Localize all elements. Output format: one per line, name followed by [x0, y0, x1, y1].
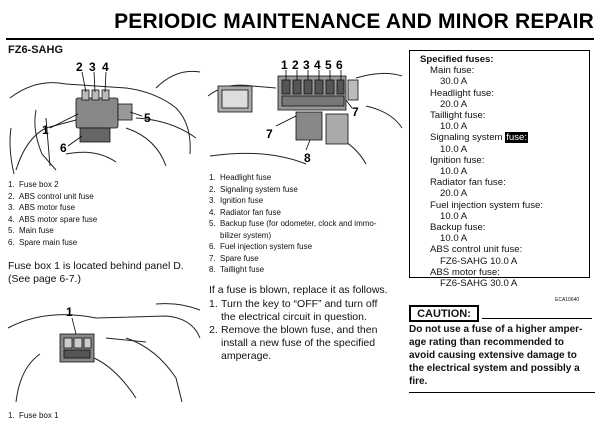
callout-1: 1 [42, 123, 49, 137]
legend-item: 1. Fuse box 2 [8, 180, 59, 189]
legend-item: 1. Fuse box 1 [8, 411, 59, 420]
caution-code: ECA10640 [555, 297, 580, 303]
fuse-value: 10.0 A [440, 166, 468, 178]
legend-item: 4. ABS motor spare fuse [8, 214, 98, 224]
callout-5: 5 [325, 58, 332, 72]
fuse-box-2-illustration [6, 58, 202, 176]
callout-7-spare: 7 [266, 127, 273, 141]
figure3-legend [209, 172, 377, 276]
fuse-value: FZ6-SAHG 30.0 A [440, 278, 518, 290]
fuse-name: Radiator fan fuse: [430, 177, 506, 189]
callout-3: 3 [303, 58, 310, 72]
legend-item: 6. Fuel injection system fuse [209, 242, 313, 251]
callout-1: 1 [281, 58, 288, 72]
callout-5: 5 [144, 111, 151, 125]
fuse-name: Main fuse: [430, 65, 475, 77]
fuse-box-1-detail-illustration [206, 56, 404, 168]
legend-item: bilizer system) [220, 230, 272, 240]
figure2-legend [8, 410, 59, 422]
legend-item: 2. ABS control unit fuse [8, 191, 94, 201]
caution-text: Do not use a fuse of a higher amper- age rating than recommended to avoid causing extensive damage to the electrical system and possibly a fire. [409, 324, 583, 387]
fuse-value: 10.0 A [440, 233, 468, 245]
legend-item: 5. Main fuse [8, 226, 54, 235]
fuse-value: 10.0 A [440, 121, 468, 133]
caution-bottom-rule [409, 392, 595, 393]
fuse-name: ABS control unit fuse: [430, 244, 523, 256]
fuse-name: Signaling system fuse: [430, 132, 527, 144]
title-rule [6, 38, 594, 40]
legend-item: 6. Spare main fuse [8, 237, 78, 247]
legend-item: 1. Headlight fuse [209, 173, 272, 182]
legend-item: 2. Signaling system fuse [209, 184, 298, 194]
legend-item: 3. Ignition fuse [209, 196, 264, 205]
fuse-name: Ignition fuse: [430, 154, 485, 166]
fuse-value: 20.0 A [440, 188, 468, 200]
fuse-value: 20.0 A [440, 98, 468, 110]
legend-item: 8. Taillight fuse [209, 265, 265, 274]
callout-1: 1 [66, 305, 73, 319]
callout-4: 4 [314, 58, 321, 72]
fuse-name: Backup fuse: [430, 222, 486, 234]
fuse-name: Fuel injection system fuse: [430, 199, 544, 211]
legend-item: 4. Radiator fan fuse [209, 207, 281, 217]
procedure-step: 2. Remove the blown fuse, and then install a new fuse of the specified amperage. [209, 324, 378, 362]
caution-rule [482, 318, 592, 319]
fuse-name: ABS motor fuse: [430, 266, 500, 278]
callout-6: 6 [336, 58, 343, 72]
search-highlight: fuse: [506, 132, 527, 144]
legend-item: 7. Spare fuse [209, 253, 259, 263]
fuse-value: 10.0 A [440, 210, 468, 222]
fuse-value: FZ6-SAHG 10.0 A [440, 255, 518, 267]
fuse-name: Taillight fuse: [430, 110, 486, 122]
callout-8: 8 [304, 151, 311, 165]
legend-item: 3. ABS motor fuse [8, 203, 76, 212]
legend-item: 5. Backup fuse (for odometer, clock and immo- [209, 219, 377, 228]
callout-2: 2 [292, 58, 299, 72]
callout-3: 3 [89, 60, 96, 74]
location-note: Fuse box 1 is located behind panel D. (See page 6-7.) [8, 260, 184, 285]
callout-4: 4 [102, 60, 109, 74]
caution-label: CAUTION: [409, 305, 479, 322]
procedure-steps [209, 298, 377, 363]
model-label: FZ6-SAHG [8, 44, 63, 56]
specified-fuses-box [409, 50, 590, 290]
procedure-intro: If a fuse is blown, replace it as follows. [209, 284, 388, 296]
specified-fuses-heading: Specified fuses: [420, 54, 494, 65]
page-title: PERIODIC MAINTENANCE AND MINOR REPAIR [114, 10, 594, 33]
callout-7: 7 [352, 105, 359, 119]
fuse-value: 30.0 A [440, 76, 468, 88]
callout-2: 2 [76, 60, 83, 74]
figure1-legend [8, 179, 97, 248]
procedure-step: 1. Turn the key to “OFF” and turn off the electrical circuit in question. [209, 298, 378, 323]
callout-6: 6 [60, 141, 67, 155]
fuse-name: Headlight fuse: [430, 87, 494, 99]
fuse-value: 10.0 A [440, 143, 468, 155]
fuse-box-1-illustration [6, 298, 202, 406]
